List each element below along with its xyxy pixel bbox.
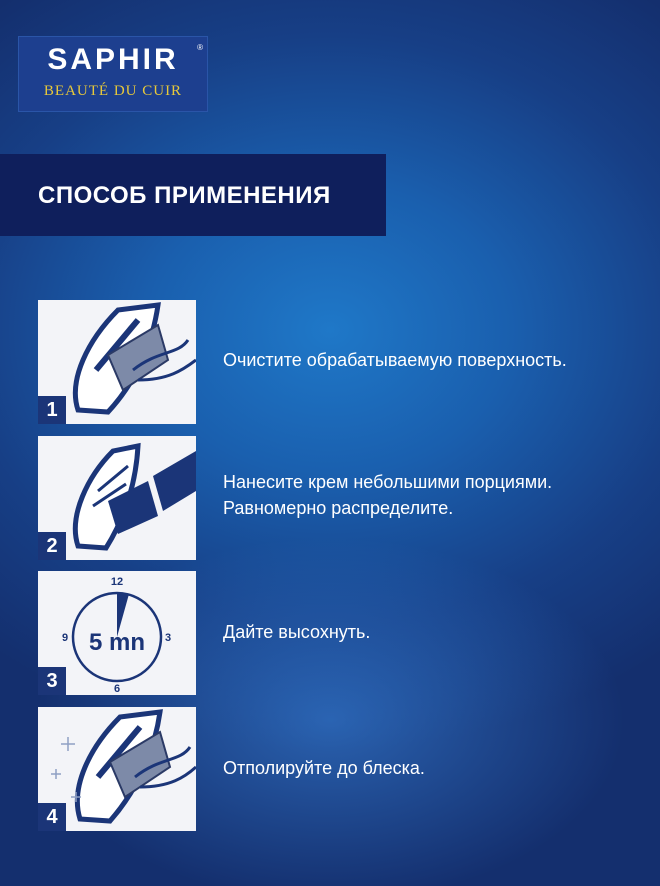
sparkle-icons [51, 737, 81, 802]
clock-label-6: 6 [113, 683, 121, 695]
step-1-illustration [38, 300, 196, 424]
step-4-text [223, 755, 425, 781]
step-3-illustration [38, 571, 196, 695]
step-3-number: 3 [38, 667, 66, 695]
step-2-illustration [38, 436, 196, 560]
step-4-number: 4 [38, 803, 66, 831]
step-2-line-1: Нанесите крем небольшими порциями. [223, 472, 553, 492]
step-1-line-1: Очистите обрабатываемую поверхность. [223, 350, 567, 370]
step-2-number: 2 [38, 532, 66, 560]
step-4-illustration [38, 707, 196, 831]
clock-label-12: 12 [110, 576, 124, 588]
logo-brand: SAPHIR [47, 43, 179, 76]
title-banner [0, 154, 386, 236]
step-1-number: 1 [38, 396, 66, 424]
saphir-logo [18, 36, 208, 112]
logo-tagline: BEAUTÉ DU CUIR [43, 83, 183, 99]
step-2-line-2: Равномерно распределите. [223, 498, 454, 518]
step-2-text [223, 469, 552, 521]
step-3-line-1: Дайте высохнуть. [223, 622, 371, 642]
clock-label-3: 3 [164, 632, 172, 644]
clock-label-9: 9 [61, 632, 69, 644]
logo-registered-mark: ® [197, 43, 203, 52]
clock-duration-label: 5 mn [88, 629, 146, 656]
step-4-line-1: Отполируйте до блеска. [223, 758, 425, 778]
step-3-text [223, 619, 370, 645]
page-title: СПОСОБ ПРИМЕНЕНИЯ [38, 182, 331, 209]
step-1-text [223, 347, 567, 373]
